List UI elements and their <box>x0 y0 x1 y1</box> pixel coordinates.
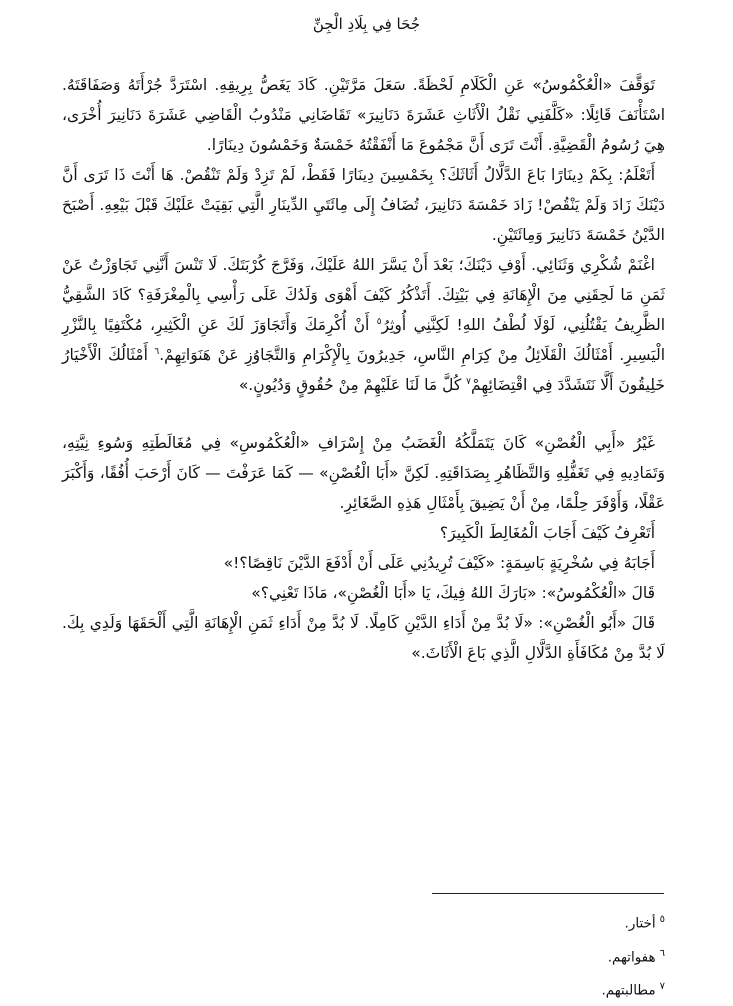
footnotes <box>365 905 665 1006</box>
paragraph-5: أَتَعْرِفُ كَيْفَ أَجَابَ الْمُغَالِطَ الْكَبِيرَ؟ <box>439 524 655 542</box>
footnote-number: ٧ <box>659 981 665 992</box>
paragraph-6: أَجَابَهُ فِي سُخْرِيَةٍ بَاسِمَةٍ: «كَيْفَ تُرِيدُنِي عَلَى أَنْ أَدْفَعَ الدَّيْنَ نَاقِصًا؟!» <box>223 554 655 572</box>
footnote-number: ٥ <box>659 914 665 925</box>
footnote-ref-7: ٧ <box>466 376 471 387</box>
footnote-ref-5: ٥ <box>376 316 382 327</box>
footnote-number: ٦ <box>659 947 665 959</box>
paragraph-1: تَوَقَّفَ «الْعُكْمُوسُ» عَنِ الْكَلَامِ لَحْظَةً. سَعَلَ مَرَّتَيْنِ. كَادَ يَغَصُّ بِرِيقِهِ. اسْتَرَدَّ جُرْأَتَهُ وَصَفَاقَتَهُ. اسْتَأْنَفَ قَائِلًا: «كَلَّفَنِي نَقْلُ الْأَثَاثِ عَشَرَةَ دَنَانِيرَ» تَقَاضَانِي مَنْدُوبُ الْقَاضِي عَشَرَةَ دَنَانِيرَ أُخْرَى، هِيَ رُسُومُ الْقَضِيَّةِ. أَنْتَ تَرَى أَنَّ مَجْمُوعَ مَا أَنْفَقْتُهُ خَمْسَةٌ وَخَمْسُونَ دِينَارًا. <box>62 76 665 154</box>
story-text <box>62 70 665 668</box>
footnote-text: أختار. <box>624 915 656 932</box>
paragraph-3-part-a: اغْنَمْ شُكْرِي وَثَنَائِي. أَوْفِ دَيْنَكَ؛ بَعْدَ أَنْ يَسَّرَ اللهُ عَلَيْكَ، وَفَرَّجَ كُرْبَتَكَ. لَا تَنْسَ أَنَّنِي تَجَاوَزْتُ عَنْ ثَمَنِ مَا لَحِقَنِي مِنَ الْإِهَانَةِ فِي بَيْتِكَ. أَتَذْكُرُ كَيْفَ أَهْوَى وَلَدُكَ عَلَى رَأْسِي بِالْمِغْرَفَةِ؟ كَادَ الشَّقِيُّ الظَّرِيفُ يَقْتُلُنِي، لَوْلَا لُطْفُ اللهِ! لَكِنَّنِي أُوثِرُ <box>62 256 665 334</box>
footnote-ref-6: ٦ <box>154 346 160 357</box>
paragraph-3 <box>62 250 665 400</box>
paragraph-8: قَالَ «أَبُو الْغُصْنِ»: «لَا بُدَّ مِنْ أَدَاءِ الدَّيْنِ كَامِلًا. لَا بُدَّ مِنْ أَدَاءِ ثَمَنِ الْإِهَانَةِ الَّتِي أَلْحَقَهَا وَلَدِي بِكَ. لَا بُدَّ مِنْ مُكَافَأَةِ الدَّلَّالِ الَّذِي بَاعَ الْأَثَاثَ.» <box>62 614 665 662</box>
footnote-text: مطالبتهم. <box>601 982 656 999</box>
running-header-title: جُحَا فِي بِلَادِ الْجِنِّ <box>312 15 421 33</box>
paragraph-7: قَالَ «الْعُكْمُوسُ»: «بَارَكَ اللهُ فِيكَ، يَا «أَبَا الْغُصْنِ»، مَاذَا تَعْنِي؟» <box>251 584 655 602</box>
paragraph-3-part-d: كُلَّ مَا لَنَا عَلَيْهِمْ مِنْ حُقُوقٍ وَدُيُونٍ.» <box>238 376 467 394</box>
paragraph-3-part-c: أَمْثَالُكَ الْأَخْيَارُ خَلِيقُونَ أَلَّا نَتَشَدَّدَ فِي اقْتِضَائِهِمْ <box>62 346 665 394</box>
footnote-6 <box>365 939 665 973</box>
paragraph-3-part-b: أَنْ أُكْرِمَكَ وَأَتَجَاوَزَ لَكَ عَنِ الْكَثِيرِ، مُكْتَفِيًا بِالنَّزْرِ الْيَسِيرِ. أَمْثَالُكَ الْقَلَائِلُ مِنْ كِرَامِ النَّاسِ، جَدِيرُونَ بِالْإِكْرَامِ وَالتَّجَاوُزِ عَنْ هَنَوَاتِهِمْ. <box>62 316 666 364</box>
footnote-5 <box>365 905 665 939</box>
paragraph-4: غَيْرُ «أَبِي الْغُصْنِ» كَانَ يَتَمَلَّكُهُ الْغَضَبُ مِنْ إِسْرَافِ «الْعُكْمُوسِ» فِي مُغَالَطَتِهِ وَسُوءِ نِيَّتِهِ، وَتَمَادِيهِ فِي تَغَفُّلِهِ وَالتَّظَاهُرِ بِصَدَاقَتِهِ. لَكِنَّ «أَبَا الْغُصْنِ» — كَمَا عَرَفْتَ — كَانَ أَرْحَبَ أُفُقًا، وَأَكْبَرَ عَقْلًا، وَأَوْفَرَ حِلْمًا، مِنْ أَنْ يَضِيقَ بِأَمْثَالِ هَذِهِ الصَّغَائِرِ. <box>62 434 665 512</box>
paragraph-2: أَتَعْلَمُ: بِكَمْ دِينَارًا بَاعَ الدَّلَّالُ أَثَاثَكَ؟ بِخَمْسِينَ دِينَارًا فَقَطْ، لَمْ تَزِدْ وَلَمْ تَنْقُصْ. هَا أَنْتَ ذَا تَرَى أَنَّ دَيْنَكَ زَادَ وَلَمْ يَنْقُصْ! زَادَ خَمْسَةَ دَنَانِيرَ، تُضَافُ إِلَى مِائَتَيِ الدِّينَارِ الَّتِي بَقِيَتْ عَلَيْكَ قَبْلَ بَيْعِهِ. أَصْبَحَ الدَّيْنُ خَمْسَةَ دَنَانِيرَ وَمِائَتَيْنِ. <box>62 166 665 244</box>
footnote-7 <box>365 972 665 1006</box>
footnote-divider <box>432 893 664 894</box>
footnote-text: هفواتهم. <box>607 949 656 965</box>
